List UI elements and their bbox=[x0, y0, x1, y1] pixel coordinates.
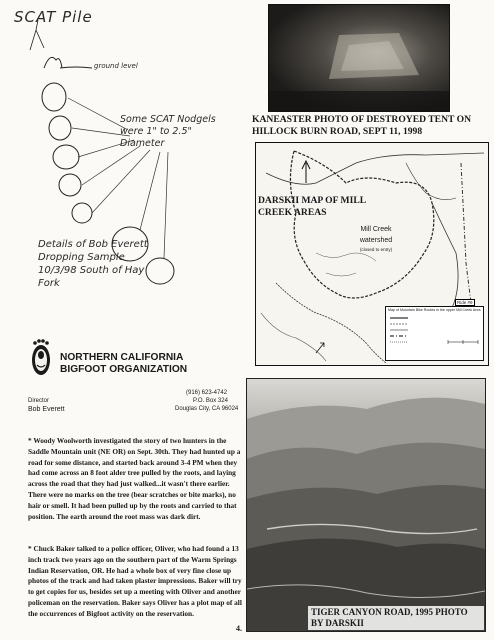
sample-details-note: Details of Bob Everett Dropping Sample 10/3/98 South of Hay Fork bbox=[38, 239, 148, 289]
director-name: Bob Everett bbox=[28, 406, 65, 413]
sketch-title: SCAT Pile bbox=[14, 8, 93, 26]
director-label: Director bbox=[28, 398, 50, 404]
tent-photo-caption: KANEASTER PHOTO OF DESTROYED TENT ON HILLOCK BURN ROAD, SEPT 11, 1998 bbox=[252, 114, 472, 137]
watershed-label bbox=[346, 224, 406, 254]
organization-name-line1: NORTHERN CALIFORNIA bbox=[60, 352, 184, 363]
organization-city: Douglas City, CA 96024 bbox=[175, 406, 239, 412]
article-paragraph-baker: * Chuck Baker talked to a police officer, Oliver, who had found a 13 inch track two years ago on the southern part of the Warm Springs Indian Reservation, OR. He had a whole box of very fine close up photos of the track and had taken plaster impressions. Baker will try to get copies for us, besides set up a meeting with Oliver and another policeman on the reservation. Baker says Oliver has a plot map of all the occurrences of Bigfoot activity on the reservation. bbox=[28, 544, 242, 618]
destroyed-tent-photo bbox=[268, 4, 450, 112]
map-title: DARSKII MAP OF MILL CREEK AREAS bbox=[258, 195, 366, 218]
organization-name bbox=[60, 352, 187, 376]
ride-number-label: Ride #9 bbox=[457, 300, 473, 305]
canyon-photo-image bbox=[247, 379, 485, 631]
watershed-sublabel: (closed to entry) bbox=[359, 247, 393, 252]
watershed-name: Mill Creek watershed bbox=[359, 226, 393, 244]
page-number: 4. bbox=[236, 624, 242, 633]
nodule-size-note: Some SCAT Nodgels were 1" to 2.5" Diameter bbox=[120, 114, 216, 149]
tiger-canyon-photo bbox=[246, 378, 486, 632]
article-paragraph-woolworth: * Woody Woolworth investigated the story of two hunters in the Saddle Mountain unit (NE OR) on Sept. 30th. They had hunted up a road for some distance, and started back around 3-4 PM when they had come across an 8 foot alder tree pulled by the roots, and laying across the road that they had just walked...it wasn't there earlier. There were no marks on the tree (bear scratches or bite marks), no hair or smell. It had been pulled up by the roots and carried to that position. The earth around the root mass was dark dirt. bbox=[28, 436, 241, 521]
map-legend-keys bbox=[388, 312, 483, 352]
organization-phone: (916) 623-4742 bbox=[186, 390, 228, 396]
canyon-photo-caption: TIGER CANYON ROAD, 1995 PHOTO BY DARSKII bbox=[308, 606, 484, 630]
ground-level-label: ground level bbox=[94, 62, 138, 70]
organization-po-box: P.O. Box 324 bbox=[193, 398, 228, 404]
bigfoot-footprint-logo-icon bbox=[30, 338, 52, 376]
organization-name-line2: BIGFOOT ORGANIZATION bbox=[60, 364, 188, 375]
map-legend-title: Map of Mountain Bike Routes in the upper Mill Creek Area bbox=[388, 308, 481, 312]
tent-photo-image bbox=[269, 5, 449, 111]
map-legend bbox=[385, 306, 484, 361]
